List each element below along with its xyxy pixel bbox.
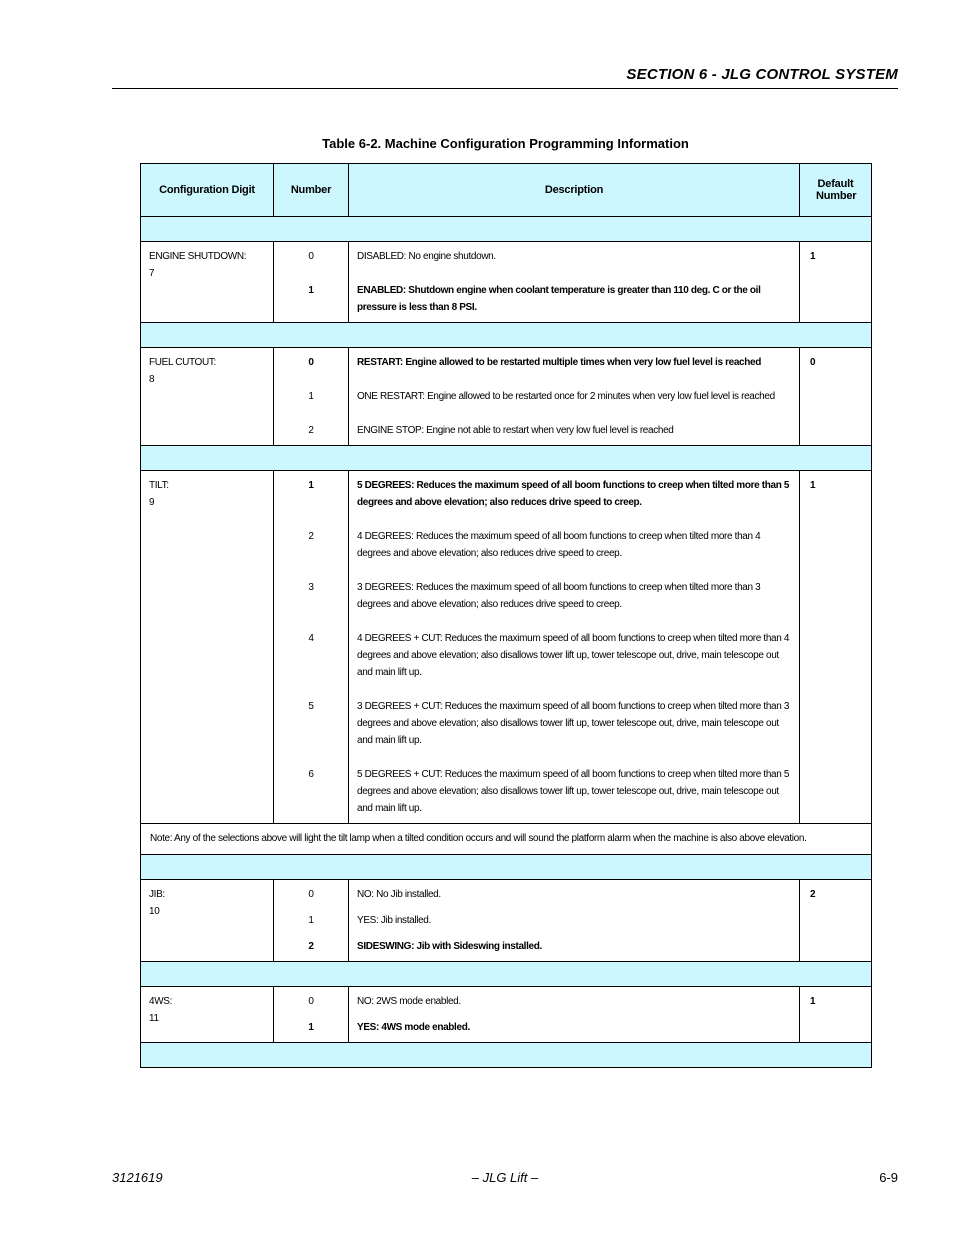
option-gap <box>357 405 791 422</box>
config-digit: 10 <box>149 906 160 917</box>
default-number-cell <box>800 987 872 1043</box>
option-number: 1 <box>308 391 314 402</box>
section-divider-row <box>141 217 872 242</box>
default-number: 0 <box>810 357 816 368</box>
option-description: SIDESWING: Jib with Sideswing installed. <box>357 941 542 952</box>
default-number-cell <box>800 880 872 962</box>
option-description: YES: 4WS mode enabled. <box>357 1022 470 1033</box>
section-divider <box>141 855 872 880</box>
option-number: 4 <box>308 633 314 644</box>
option-number: 0 <box>308 996 314 1007</box>
description-cell <box>349 242 800 323</box>
config-group-row <box>141 880 872 962</box>
default-number-cell <box>800 471 872 824</box>
option-number: 0 <box>308 251 314 262</box>
option-number: 2 <box>308 941 314 952</box>
page-footer <box>112 1170 898 1190</box>
config-group-row <box>141 987 872 1043</box>
option-description: RESTART: Engine allowed to be restarted multiple times when very low fuel level is reached <box>357 357 761 368</box>
section-divider <box>141 962 872 987</box>
section-divider-row <box>141 446 872 471</box>
option-number: 2 <box>308 425 314 436</box>
col-header-default-number: Default Number <box>800 164 872 217</box>
number-cell <box>274 348 349 446</box>
section-divider <box>141 217 872 242</box>
option-number: 0 <box>308 357 314 368</box>
option-number: 2 <box>308 531 314 542</box>
config-digit-cell <box>141 471 274 824</box>
option-description: DISABLED: No engine shutdown. <box>357 251 496 262</box>
description-cell <box>349 880 800 962</box>
config-name: JIB: <box>149 889 165 900</box>
number-cell <box>274 987 349 1043</box>
option-gap <box>357 371 791 388</box>
option-gap <box>357 562 791 579</box>
section-title: SECTION 6 - JLG CONTROL SYSTEM <box>626 66 898 83</box>
config-group-row <box>141 348 872 446</box>
number-cell <box>274 880 349 962</box>
footer-brand: – JLG Lift – <box>471 1170 539 1185</box>
config-name: ENGINE SHUTDOWN: <box>149 251 247 262</box>
default-number: 1 <box>810 996 816 1007</box>
default-number-cell <box>800 242 872 323</box>
section-divider <box>141 1043 872 1068</box>
table-title: Table 6-2. Machine Configuration Programming Information <box>322 136 689 151</box>
option-number: 1 <box>308 915 314 926</box>
option-gap <box>357 613 791 630</box>
table-header-row <box>141 164 872 217</box>
section-divider-row <box>141 962 872 987</box>
note: Note: Any of the selections above will light the tilt lamp when a tilted condition occurs and will sound the platform alarm when the machine is also above elevation. <box>141 824 872 855</box>
config-digit: 7 <box>149 268 155 279</box>
config-name: TILT: <box>149 480 169 491</box>
number-cell <box>274 242 349 323</box>
option-description: ONE RESTART: Engine allowed to be restarted once for 2 minutes when very low fuel level is reached <box>357 391 775 402</box>
option-number: 1 <box>308 480 314 491</box>
option-description: 4 DEGREES: Reduces the maximum speed of all boom functions to creep when tilted more than 4 degrees and above elevation; also reduces drive speed to creep. <box>357 531 761 559</box>
config-digit: 9 <box>149 497 155 508</box>
section-divider-row <box>141 1043 872 1068</box>
section-divider-row <box>141 855 872 880</box>
col-header-number: Number <box>274 164 349 217</box>
option-gap <box>357 903 791 912</box>
config-digit-cell <box>141 987 274 1043</box>
option-description: 5 DEGREES: Reduces the maximum speed of all boom functions to creep when tilted more than 5 degrees and above elevation; also reduces drive speed to creep. <box>357 480 790 508</box>
option-description: ENGINE STOP: Engine not able to restart when very low fuel level is reached <box>357 425 674 436</box>
description-cell <box>349 987 800 1043</box>
option-number: 3 <box>308 582 314 593</box>
default-number-cell <box>800 348 872 446</box>
option-description: YES: Jib installed. <box>357 915 431 926</box>
option-gap <box>357 929 791 938</box>
default-number: 1 <box>810 480 816 491</box>
config-digit-cell <box>141 242 274 323</box>
config-group-row <box>141 471 872 824</box>
section-divider <box>141 446 872 471</box>
table-body <box>141 217 872 1068</box>
option-gap <box>357 749 791 766</box>
option-number: 1 <box>308 1022 314 1033</box>
config-name: FUEL CUTOUT: <box>149 357 216 368</box>
config-name: 4WS: <box>149 996 173 1007</box>
option-gap <box>357 265 791 282</box>
config-digit-cell <box>141 348 274 446</box>
page-header <box>112 64 898 89</box>
option-number: 6 <box>308 769 314 780</box>
note-row <box>141 824 872 855</box>
option-description: 3 DEGREES: Reduces the maximum speed of all boom functions to creep when tilted more than 3 degrees and above elevation; also reduces drive speed to creep. <box>357 582 761 610</box>
number-cell <box>274 471 349 824</box>
section-divider <box>141 323 872 348</box>
option-description: ENABLED: Shutdown engine when coolant temperature is greater than 110 deg. C or the oil pressure is less than 8 PSI. <box>357 285 761 313</box>
col-header-config-digit: Configuration Digit <box>141 164 274 217</box>
option-gap <box>357 681 791 698</box>
option-description: NO: 2WS mode enabled. <box>357 996 461 1007</box>
section-divider-row <box>141 323 872 348</box>
config-digit-cell <box>141 880 274 962</box>
option-gap <box>357 1010 791 1019</box>
description-cell <box>349 348 800 446</box>
page-number: 6-9 <box>879 1170 898 1185</box>
option-description: NO: No Jib installed. <box>357 889 441 900</box>
option-description: 3 DEGREES + CUT: Reduces the maximum speed of all boom functions to creep when tilted more than 3 degrees and above elevation; also disallows tower lift up, tower telescope out, drive, main telescope out and main lift up. <box>357 701 790 746</box>
option-number: 5 <box>308 701 314 712</box>
option-number: 1 <box>308 285 314 296</box>
option-description: 5 DEGREES + CUT: Reduces the maximum speed of all boom functions to creep when tilted more than 5 degrees and above elevation; also disallows tower lift up, tower telescope out, drive, main telescope out and main lift up. <box>357 769 790 814</box>
option-number: 0 <box>308 889 314 900</box>
config-group-row <box>141 242 872 323</box>
option-description: 4 DEGREES + CUT: Reduces the maximum speed of all boom functions to creep when tilted more than 4 degrees and above elevation; also disallows tower lift up, tower telescope out, drive, main telescope out and main lift up. <box>357 633 790 678</box>
config-digit: 11 <box>149 1013 159 1024</box>
default-number: 2 <box>810 889 816 900</box>
default-number: 1 <box>810 251 816 262</box>
option-gap <box>357 511 791 528</box>
description-cell <box>349 471 800 824</box>
configuration-table <box>140 163 872 1068</box>
doc-number: 3121619 <box>112 1170 163 1185</box>
config-digit: 8 <box>149 374 155 385</box>
col-header-description: Description <box>349 164 800 217</box>
